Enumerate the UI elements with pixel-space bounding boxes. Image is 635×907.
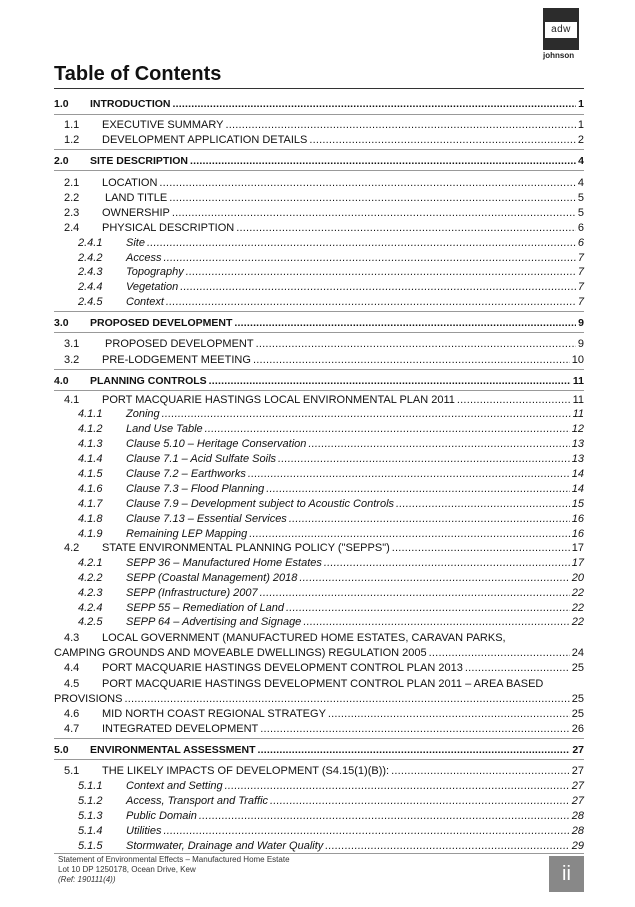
toc-entry-label: Utilities (126, 825, 162, 837)
toc-leader-dots (124, 692, 569, 706)
toc-leader-dots (209, 374, 571, 388)
toc-entry-label: STATE ENVIRONMENTAL PLANNING POLICY ("SEPPS") (102, 542, 390, 554)
toc-entry-page: 14 (571, 483, 584, 495)
toc-entry-label: Clause 7.13 – Essential Services (126, 513, 287, 525)
logo-mark (543, 8, 579, 50)
toc-entry-label: PORT MACQUARIE HASTINGS LOCAL ENVIRONMENTAL PLAN 2011 (102, 394, 455, 406)
toc-entry-label: LOCATION (102, 177, 158, 189)
toc-leader-dots (303, 615, 569, 629)
toc-leader-dots (286, 601, 570, 615)
toc-entry[interactable] (54, 677, 584, 691)
toc-entry-label: PLANNING CONTROLS (90, 375, 207, 387)
toc-entry-label: ENVIRONMENTAL ASSESSMENT (90, 744, 256, 756)
toc-entry-label: OWNERSHIP (102, 207, 170, 219)
toc-leader-dots (429, 646, 570, 660)
toc-leader-dots (309, 133, 575, 147)
toc-entry-page: 7 (577, 252, 584, 264)
toc-entry-page: 22 (571, 616, 584, 628)
toc-leader-dots (166, 295, 576, 309)
toc-entry-page: 12 (571, 423, 584, 435)
toc-entry[interactable] (54, 615, 584, 629)
toc-entry-number: 2.4.2 (78, 252, 103, 264)
toc-entry-page: 25 (571, 693, 584, 705)
footer-document-title: Statement of Environmental Effects – Manufactured Home Estate (58, 855, 290, 864)
toc-entry[interactable] (54, 337, 584, 351)
toc-entry[interactable] (54, 707, 584, 721)
toc-entry[interactable] (54, 722, 584, 736)
toc-entry-number: 3.2 (64, 354, 80, 366)
toc-entry-number: 4.2 (64, 542, 80, 554)
toc-entry[interactable] (54, 374, 584, 388)
toc-entry[interactable] (54, 422, 584, 436)
toc-leader-dots (236, 221, 576, 235)
toc-entry-label: PROPOSED DEVELOPMENT (90, 317, 233, 329)
toc-entry-number: 4.1.5 (78, 468, 103, 480)
toc-entry-label: Site (126, 237, 145, 249)
toc-entry[interactable] (54, 601, 584, 615)
toc-entry-page: 26 (571, 723, 584, 735)
toc-entry[interactable] (54, 97, 584, 111)
toc-leader-dots (278, 452, 570, 466)
toc-leader-dots (253, 353, 570, 367)
toc-entry-label: EXECUTIVE SUMMARY (102, 119, 224, 131)
toc-entry-page: 29 (571, 840, 584, 852)
toc-leader-dots (328, 707, 570, 721)
toc-entry-label: PHYSICAL DESCRIPTION (102, 222, 235, 234)
toc-entry-number: 5.1.3 (78, 810, 103, 822)
toc-entry-label: PROPOSED DEVELOPMENT (102, 338, 254, 350)
toc-entry-number: 4.1.9 (78, 528, 103, 540)
toc-entry-label: Clause 7.2 – Earthworks (126, 468, 246, 480)
toc-entry-label: Clause 7.1 – Acid Sulfate Soils (126, 453, 277, 465)
section-divider (54, 759, 584, 760)
toc-entry-continuation[interactable] (54, 646, 584, 660)
toc-entry-page: 15 (571, 498, 584, 510)
toc-entry[interactable] (54, 452, 584, 466)
toc-entry[interactable] (54, 779, 584, 793)
toc-leader-dots (299, 571, 569, 585)
toc-entry[interactable] (54, 512, 584, 526)
toc-leader-dots (249, 527, 569, 541)
toc-entry-number: 5.1.2 (78, 795, 103, 807)
toc-entry-label: SITE DESCRIPTION (90, 155, 189, 167)
toc-leader-dots (172, 206, 576, 220)
toc-entry-label: SEPP (Coastal Management) 2018 (126, 572, 298, 584)
section-divider (54, 332, 584, 333)
toc-entry-page: 25 (571, 708, 584, 720)
toc-entry-number: 4.0 (54, 375, 69, 387)
toc-entry-number: 4.1.3 (78, 438, 103, 450)
company-logo (543, 8, 583, 60)
toc-entry-page: 28 (571, 825, 584, 837)
toc-entry[interactable] (54, 743, 584, 757)
toc-leader-dots (392, 541, 570, 555)
toc-entry-number: 2.4.4 (78, 281, 103, 293)
toc-entry-page: 16 (571, 513, 584, 525)
toc-entry-number: 1.2 (64, 134, 80, 146)
logo-subtext: johnson (543, 51, 575, 60)
toc-leader-dots (225, 779, 570, 793)
toc-entry-label: INTRODUCTION (90, 98, 171, 110)
section-divider (54, 170, 584, 171)
toc-entry-label: SEPP 36 – Manufactured Home Estates (126, 557, 322, 569)
toc-entry-page: 4 (577, 177, 584, 189)
toc-entry-number: 2.4 (64, 222, 80, 234)
toc-leader-dots (159, 176, 575, 190)
toc-entry-label: Clause 7.9 – Development subject to Acoustic Controls (126, 498, 395, 510)
section-divider (54, 149, 584, 150)
toc-entry-number: 5.0 (54, 744, 69, 756)
toc-leader-dots (289, 512, 570, 526)
toc-entry-page: 11 (572, 375, 584, 387)
toc-entry-number: 2.4.1 (78, 237, 103, 249)
page-number-badge: ii (549, 856, 584, 892)
toc-leader-dots (173, 97, 577, 111)
toc-entry[interactable] (54, 280, 584, 294)
toc-entry-number: 5.1 (64, 765, 80, 777)
toc-entry-page: 27 (571, 795, 584, 807)
toc-entry-label: Access (126, 252, 162, 264)
footer-ref: (Ref: 190111(4)) (58, 875, 116, 884)
toc-entry[interactable] (54, 527, 584, 541)
toc-entry-continuation[interactable] (54, 692, 584, 706)
page-title: Table of Contents (54, 63, 222, 85)
toc-entry[interactable] (54, 809, 584, 823)
toc-entry-label: PORT MACQUARIE HASTINGS DEVELOPMENT CONTROL PLAN 2011 – AREA BASED (102, 678, 544, 690)
toc-entry-number: 5.1.1 (78, 780, 103, 792)
toc-entry-label: Clause 5.10 – Heritage Conservation (126, 438, 307, 450)
toc-entry[interactable] (54, 482, 584, 496)
toc-entry-number: 4.1.4 (78, 453, 103, 465)
toc-entry-page: 10 (571, 354, 584, 366)
toc-entry-label: Stormwater, Drainage and Water Quality (126, 840, 324, 852)
toc-leader-dots (190, 154, 576, 168)
toc-entry-page: 13 (571, 453, 584, 465)
toc-entry-label: INTEGRATED DEVELOPMENT (102, 723, 259, 735)
toc-entry[interactable] (54, 251, 584, 265)
toc-entry-number: 2.4.5 (78, 296, 103, 308)
toc-leader-dots (199, 809, 570, 823)
toc-entry-page: 27 (572, 744, 584, 756)
toc-entry-page: 7 (577, 281, 584, 293)
toc-entry-page: 2 (577, 134, 584, 146)
toc-entry-page: 24 (571, 647, 584, 659)
toc-leader-dots (169, 191, 576, 205)
toc-entry-number: 4.6 (64, 708, 80, 720)
toc-entry[interactable] (54, 541, 584, 555)
toc-entry-number: 4.2.1 (78, 557, 103, 569)
toc-entry[interactable] (54, 236, 584, 250)
toc-entry-page: 1 (577, 119, 584, 131)
toc-entry[interactable] (54, 497, 584, 511)
toc-entry-page: 16 (571, 528, 584, 540)
toc-entry[interactable] (54, 353, 584, 367)
toc-entry[interactable] (54, 295, 584, 309)
toc-entry-page: 9 (577, 338, 584, 350)
toc-entry-number: 4.1.6 (78, 483, 103, 495)
toc-entry-label: DEVELOPMENT APPLICATION DETAILS (102, 134, 308, 146)
toc-leader-dots (248, 467, 570, 481)
toc-entry-number: 2.3 (64, 207, 80, 219)
toc-entry[interactable] (54, 118, 584, 132)
toc-entry-page: 13 (571, 438, 584, 450)
toc-entry[interactable] (54, 393, 584, 407)
toc-entry-number: 4.7 (64, 723, 80, 735)
toc-entry[interactable] (54, 824, 584, 838)
toc-entry-label: PROVISIONS (54, 693, 123, 705)
toc-leader-dots (234, 316, 576, 330)
toc-entry-number: 4.1 (64, 394, 80, 406)
toc-entry-label: Remaining LEP Mapping (126, 528, 248, 540)
toc-entry-number: 4.1.2 (78, 423, 103, 435)
toc-leader-dots (308, 437, 569, 451)
toc-entry-label: LAND TITLE (102, 192, 168, 204)
toc-entry-label: Clause 7.3 – Flood Planning (126, 483, 265, 495)
toc-entry-number: 4.1.1 (78, 408, 103, 420)
toc-entry-label: MID NORTH COAST REGIONAL STRATEGY (102, 708, 326, 720)
toc-entry-number: 3.1 (64, 338, 80, 350)
toc-leader-dots (260, 586, 570, 600)
toc-entry-page: 6 (577, 237, 584, 249)
toc-entry-label: Topography (126, 266, 184, 278)
toc-entry[interactable] (54, 407, 584, 421)
toc-entry[interactable] (54, 316, 584, 330)
toc-leader-dots (457, 393, 571, 407)
toc-leader-dots (270, 794, 570, 808)
toc-entry-number: 2.0 (54, 155, 69, 167)
toc-entry-page: 11 (572, 408, 584, 420)
toc-entry-number: 4.2.2 (78, 572, 103, 584)
toc-leader-dots (266, 482, 570, 496)
toc-entry-label: Access, Transport and Traffic (126, 795, 269, 807)
toc-leader-dots (258, 743, 571, 757)
toc-leader-dots (225, 118, 575, 132)
toc-entry-label: PORT MACQUARIE HASTINGS DEVELOPMENT CONTROL PLAN 2013 (102, 662, 463, 674)
toc-entry-label: Zoning (126, 408, 160, 420)
toc-leader-dots (396, 497, 570, 511)
toc-entry-number: 4.2.5 (78, 616, 103, 628)
toc-entry[interactable] (54, 586, 584, 600)
toc-leader-dots (260, 722, 569, 736)
toc-entry[interactable] (54, 764, 584, 778)
toc-entry-page: 5 (577, 207, 584, 219)
toc-entry-number: 4.4 (64, 662, 80, 674)
toc-entry-number: 1.1 (64, 119, 80, 131)
toc-entry-label: SEPP 64 – Advertising and Signage (126, 616, 302, 628)
toc-entry-label: Public Domain (126, 810, 197, 822)
toc-entry-number: 4.1.7 (78, 498, 103, 510)
toc-entry[interactable] (54, 839, 584, 853)
toc-entry-number: 1.0 (54, 98, 69, 110)
toc-entry-number: 4.2.4 (78, 602, 103, 614)
footer-divider (54, 853, 584, 854)
toc-entry-page: 14 (571, 468, 584, 480)
toc-entry-label: Land Use Table (126, 423, 203, 435)
toc-entry-page: 7 (577, 296, 584, 308)
toc-entry-label: CAMPING GROUNDS AND MOVEABLE DWELLINGS) REGULATION 2005 (54, 647, 427, 659)
toc-entry-page: 28 (571, 810, 584, 822)
toc-entry-number: 3.0 (54, 317, 69, 329)
toc-entry-page: 22 (571, 602, 584, 614)
toc-entry-label: Vegetation (126, 281, 179, 293)
toc-entry[interactable] (54, 265, 584, 279)
toc-entry-page: 5 (577, 192, 584, 204)
toc-entry-label: LOCAL GOVERNMENT (MANUFACTURED HOME ESTATES, CARAVAN PARKS, (102, 632, 506, 644)
toc-entry-label: PRE-LODGEMENT MEETING (102, 354, 251, 366)
toc-entry-number: 4.5 (64, 678, 80, 690)
toc-leader-dots (147, 236, 576, 250)
toc-entry-page: 9 (578, 317, 584, 329)
toc-leader-dots (256, 337, 576, 351)
toc-leader-dots (465, 661, 570, 675)
toc-leader-dots (325, 839, 569, 853)
toc-entry[interactable] (54, 556, 584, 570)
toc-entry-page: 20 (571, 572, 584, 584)
toc-entry-label: SEPP (Infrastructure) 2007 (126, 587, 258, 599)
toc-entry-number: 4.2.3 (78, 587, 103, 599)
toc-leader-dots (163, 824, 569, 838)
toc-entry[interactable] (54, 467, 584, 481)
toc-leader-dots (180, 280, 576, 294)
toc-entry[interactable] (54, 206, 584, 220)
toc-entry-page: 22 (571, 587, 584, 599)
footer (58, 855, 290, 885)
toc-entry-number: 2.4.3 (78, 266, 103, 278)
toc-entry[interactable] (54, 176, 584, 190)
section-divider (54, 738, 584, 739)
toc-entry-number: 4.3 (64, 632, 80, 644)
toc-entry-label: SEPP 55 – Remediation of Land (126, 602, 284, 614)
toc-leader-dots (324, 556, 570, 570)
toc-entry[interactable] (54, 437, 584, 451)
toc-leader-dots (163, 251, 575, 265)
title-divider (54, 88, 584, 89)
toc-entry-page: 27 (571, 780, 584, 792)
toc-entry-label: Context and Setting (126, 780, 223, 792)
toc-leader-dots (162, 407, 571, 421)
toc-entry-page: 27 (571, 765, 584, 777)
toc-entry-number: 5.1.5 (78, 840, 103, 852)
logo-text: adw (545, 22, 577, 38)
section-divider (54, 311, 584, 312)
toc-entry-page: 11 (572, 394, 584, 406)
toc-entry-page: 17 (571, 542, 584, 554)
toc-entry-number: 4.1.8 (78, 513, 103, 525)
section-divider (54, 390, 584, 391)
toc-leader-dots (205, 422, 570, 436)
toc-entry[interactable] (54, 571, 584, 585)
toc-entry-page: 4 (578, 155, 584, 167)
toc-entry[interactable] (54, 133, 584, 147)
toc-entry-page: 6 (577, 222, 584, 234)
toc-entry-page: 7 (577, 266, 584, 278)
section-divider (54, 114, 584, 115)
toc-entry-label: THE LIKELY IMPACTS OF DEVELOPMENT (S4.15(1)(B)): (102, 765, 390, 777)
toc-entry-number: 2.2 (64, 192, 80, 204)
toc-entry[interactable] (54, 154, 584, 168)
toc-leader-dots (391, 764, 570, 778)
toc-entry-page: 25 (571, 662, 584, 674)
toc-leader-dots (186, 265, 576, 279)
toc-entry[interactable] (54, 794, 584, 808)
section-divider (54, 369, 584, 370)
toc-entry-label: Context (126, 296, 164, 308)
toc-entry-number: 2.1 (64, 177, 80, 189)
toc-entry-page: 1 (578, 98, 584, 110)
toc-entry[interactable] (54, 631, 584, 645)
toc-entry-page: 17 (571, 557, 584, 569)
toc-entry[interactable] (54, 191, 584, 205)
toc-entry[interactable] (54, 661, 584, 675)
toc-entry[interactable] (54, 221, 584, 235)
toc-entry-number: 5.1.4 (78, 825, 103, 837)
footer-lot: Lot 10 DP 1250178, Ocean Drive, Kew (58, 865, 196, 874)
